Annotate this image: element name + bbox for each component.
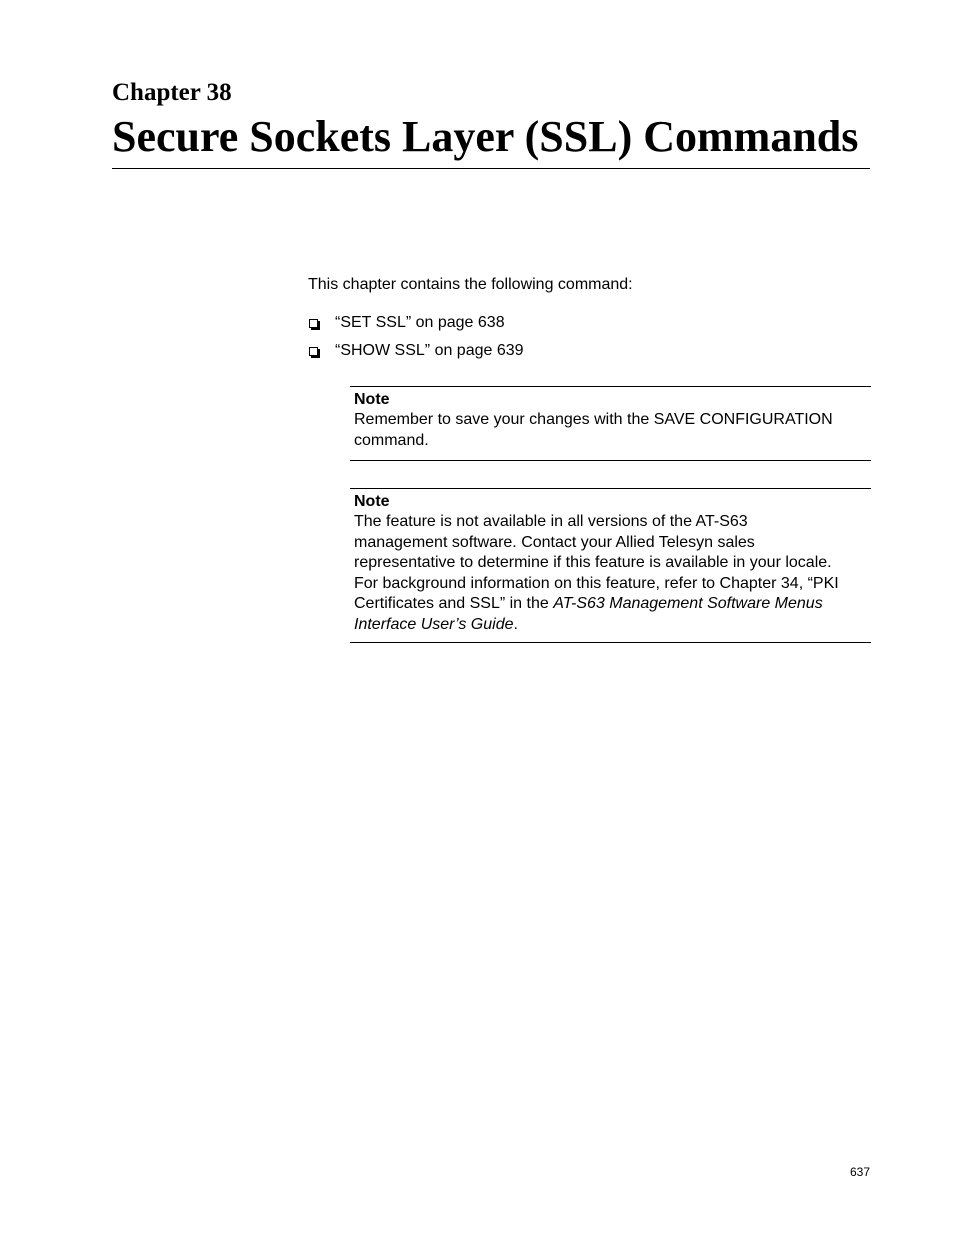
note-line: representative to determine if this feature is available in your locale.: [354, 554, 832, 571]
note-text: [354, 410, 871, 451]
chapter-label: Chapter 38: [112, 79, 232, 106]
note-line: management software. Contact your Allied Telesyn sales: [354, 533, 755, 551]
page-number: 637: [850, 1165, 871, 1179]
command-list: [308, 313, 524, 369]
list-item: [308, 313, 524, 333]
command-link-show-ssl[interactable]: “SHOW SSL” on page 639: [335, 342, 524, 359]
checkbox-bullet-icon: [309, 347, 318, 356]
note-line: command.: [354, 431, 429, 449]
note-line: For background information on this feature, refer to Chapter 34, “PKI: [354, 574, 839, 592]
note-text: [354, 512, 871, 635]
intro-text: This chapter contains the following command:: [308, 276, 633, 293]
guide-title-part1: AT-S63 Management Software Menus: [553, 595, 823, 612]
chapter-title: Secure Sockets Layer (SSL) Commands: [112, 112, 859, 161]
checkbox-bullet-icon: [309, 319, 318, 328]
title-divider: [112, 168, 870, 169]
note-line: The feature is not available in all versions of the AT-S63: [354, 513, 748, 530]
note-box-availability: [350, 488, 871, 643]
note-box-save: [350, 386, 871, 461]
note-heading: Note: [354, 493, 390, 510]
note-trailing: .: [513, 615, 518, 633]
note-line: Certificates and SSL” in the: [354, 595, 554, 612]
note-heading: Note: [354, 391, 390, 408]
note-line: Remember to save your changes with the SAVE CONFIGURATION: [354, 411, 833, 428]
guide-title-part2: Interface User’s Guide: [354, 615, 514, 633]
command-link-set-ssl[interactable]: “SET SSL” on page 638: [335, 314, 505, 331]
list-item: [308, 341, 524, 361]
